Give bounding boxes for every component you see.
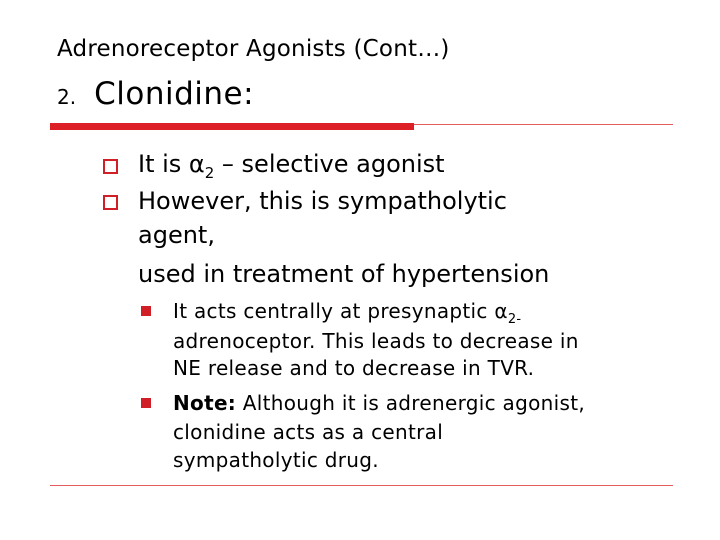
note-label: Note: xyxy=(173,391,237,415)
hollow-square-bullet-icon xyxy=(103,195,118,210)
sub-bullet-1-line-2: adrenoceptor. This leads to decrease in xyxy=(173,329,579,353)
sub-bullet-1-line-1 xyxy=(173,298,521,328)
bullet-2-continuation-1: agent, xyxy=(138,221,215,249)
hollow-square-bullet-icon xyxy=(103,159,118,174)
bullet-1-text-pre: It is α xyxy=(138,150,205,178)
heading-number: 2. xyxy=(57,85,77,109)
filled-square-bullet-icon xyxy=(141,398,151,408)
title-divider-accent xyxy=(50,123,414,130)
bullet-2-text: However, this is sympatholytic xyxy=(138,187,507,215)
filled-square-bullet-icon xyxy=(141,306,151,316)
sub-bullet-2-line-1 xyxy=(173,390,585,416)
footer-divider xyxy=(50,485,673,486)
bullet-2-continuation-2: used in treatment of hypertension xyxy=(138,260,550,288)
bullet-1-text-post: – selective agonist xyxy=(214,150,445,178)
sub-bullet-2-line-3: sympatholytic drug. xyxy=(173,448,379,472)
slide-heading xyxy=(57,76,254,112)
slide-title: Adrenoreceptor Agonists (Cont…) xyxy=(57,36,450,62)
sub-bullet-1-text: It acts centrally at presynaptic α xyxy=(173,299,508,323)
bullet-1-subscript: 2 xyxy=(204,164,215,182)
sub-bullet-1-subscript: 2- xyxy=(507,312,522,327)
heading-text: Clonidine: xyxy=(94,76,255,112)
sub-bullet-2-line-2: clonidine acts as a central xyxy=(173,420,444,444)
sub-bullet-2-text: Although it is adrenergic agonist, xyxy=(236,391,585,415)
sub-bullet-1-line-3: NE release and to decrease in TVR. xyxy=(173,356,535,380)
